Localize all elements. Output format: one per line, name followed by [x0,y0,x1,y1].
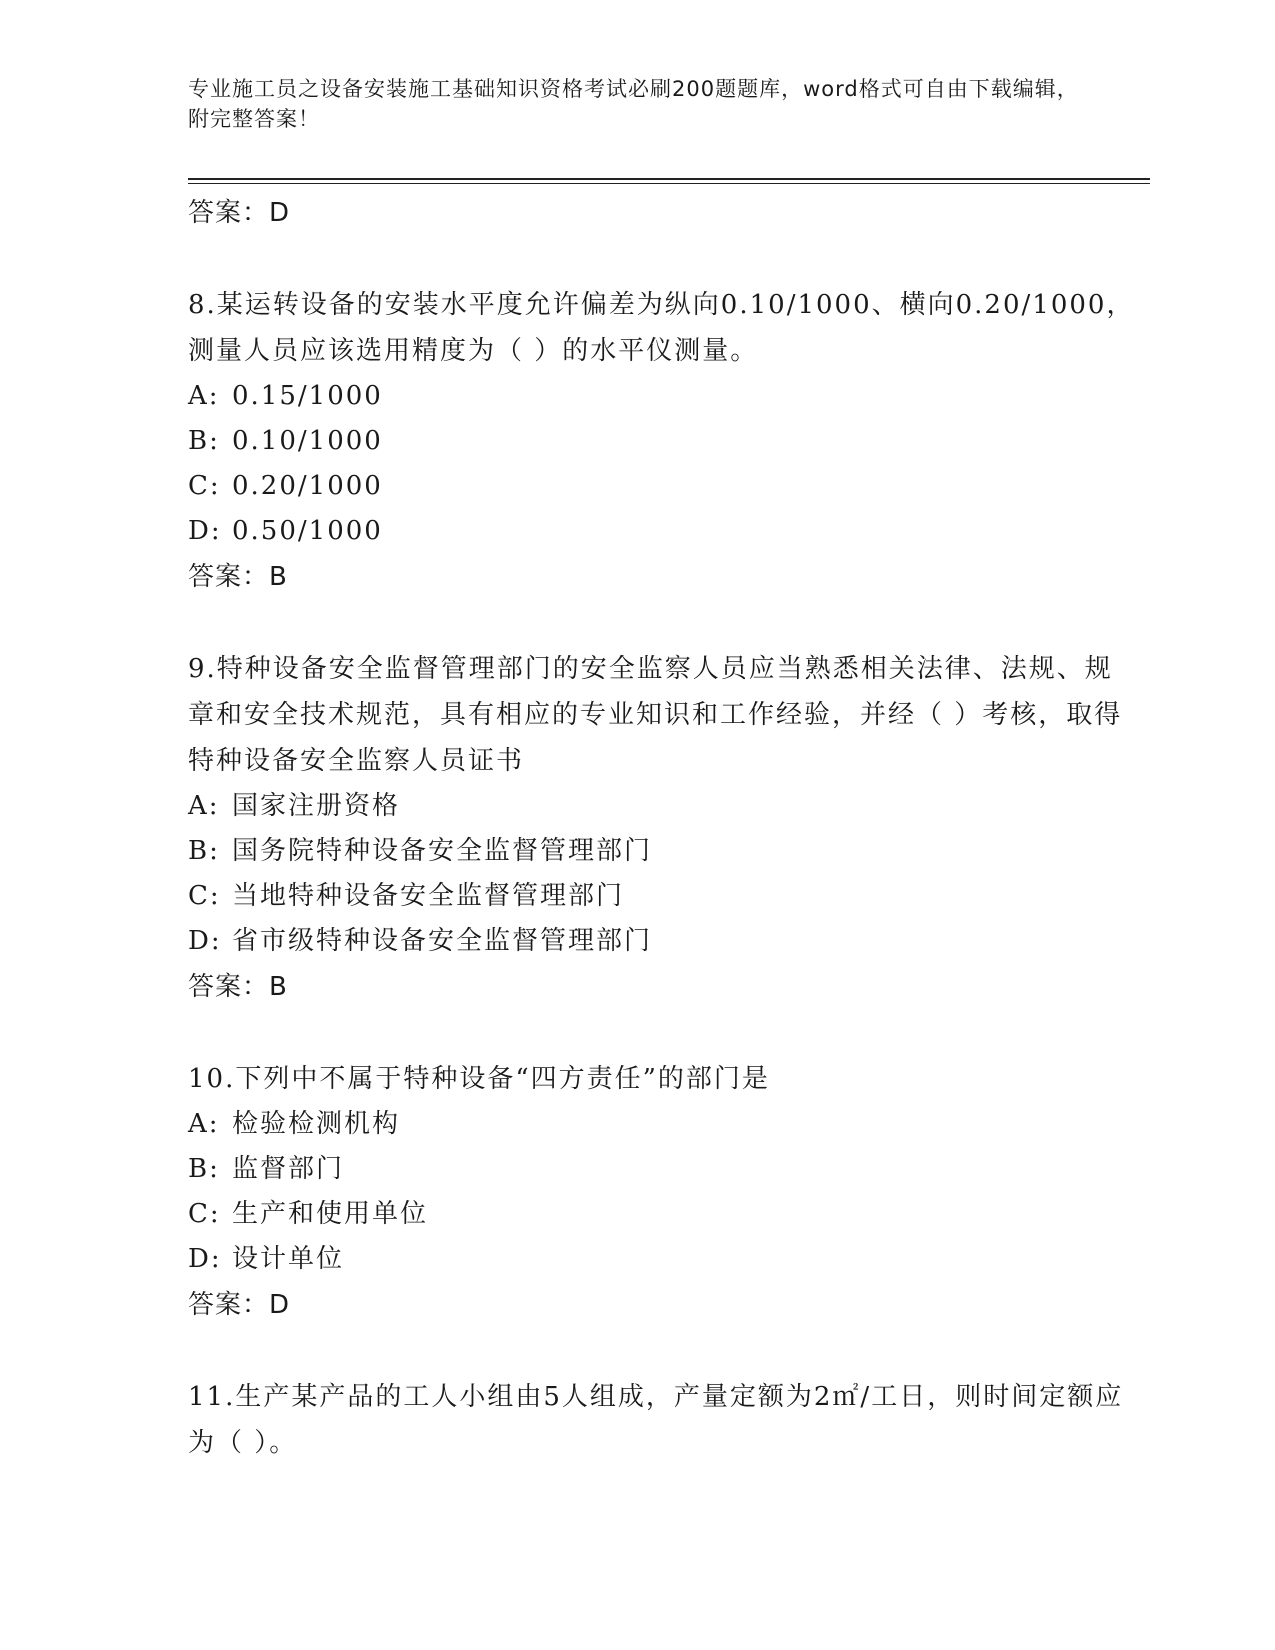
option-text: 国务院特种设备安全监督管理部门 [232,836,653,866]
header-divider-thick [188,178,1150,180]
option-label: D: [188,926,222,956]
question-item [188,646,1138,1010]
option-label: B: [188,426,220,456]
option-label: A: [188,791,220,821]
option-label: A: [188,381,220,411]
option-text: 0.10/1000 [232,426,383,456]
option-a [188,784,1138,829]
option-label: D: [188,516,222,546]
option-d [188,509,1138,554]
option-text: 生产和使用单位 [232,1199,429,1229]
header-divider-thin [188,183,1150,184]
option-a [188,374,1138,419]
option-b [188,1147,1138,1192]
question-item [188,1056,1138,1328]
option-c [188,464,1138,509]
option-b [188,419,1138,464]
option-text: 检验检测机构 [232,1109,401,1139]
option-label: C: [188,471,221,501]
question-text: 8.某运转设备的安装水平度允许偏差为纵向0.10/1000、横向0.20/1000，测量人员应该选用精度为（ ）的水平仪测量。 [188,290,1135,366]
option-text: 省市级特种设备安全监督管理部门 [232,926,653,956]
option-text: 设计单位 [232,1244,345,1274]
answer-line: 答案：B [188,562,288,592]
option-c [188,1192,1138,1237]
option-text: 0.15/1000 [232,381,383,411]
option-c [188,874,1138,919]
question-item [188,1374,1138,1466]
option-text: 当地特种设备安全监督管理部门 [232,881,625,911]
option-d [188,1237,1138,1282]
document-header: 专业施工员之设备安装施工基础知识资格考试必刷200题题库，word格式可自由下载编辑，附完整答案！ [188,77,1079,131]
option-label: D: [188,1244,222,1274]
answer-line: 答案：B [188,972,288,1002]
option-b [188,829,1138,874]
answer-line: 答案：D [188,1290,291,1320]
option-label: B: [188,1154,220,1184]
option-a [188,1102,1138,1147]
option-label: C: [188,881,221,911]
question-text: 10.下列中不属于特种设备“四方责任”的部门是 [188,1064,770,1094]
option-d [188,919,1138,964]
previous-answer: 答案：D [188,198,291,228]
question-text: 11.生产某产品的工人小组由5人组成，产量定额为2㎡/工日，则时间定额应为（ ）。 [188,1382,1124,1458]
option-text: 国家注册资格 [232,791,401,821]
question-item [188,282,1138,600]
option-text: 0.50/1000 [232,516,383,546]
option-label: C: [188,1199,221,1229]
option-text: 0.20/1000 [232,471,383,501]
question-list [188,190,1138,1466]
option-label: A: [188,1109,220,1139]
question-text: 9.特种设备安全监督管理部门的安全监察人员应当熟悉相关法律、法规、规章和安全技术规范，具有相应的专业知识和工作经验，并经（ ）考核，取得特种设备安全监察人员证书 [188,654,1123,776]
option-label: B: [188,836,220,866]
option-text: 监督部门 [232,1154,345,1184]
